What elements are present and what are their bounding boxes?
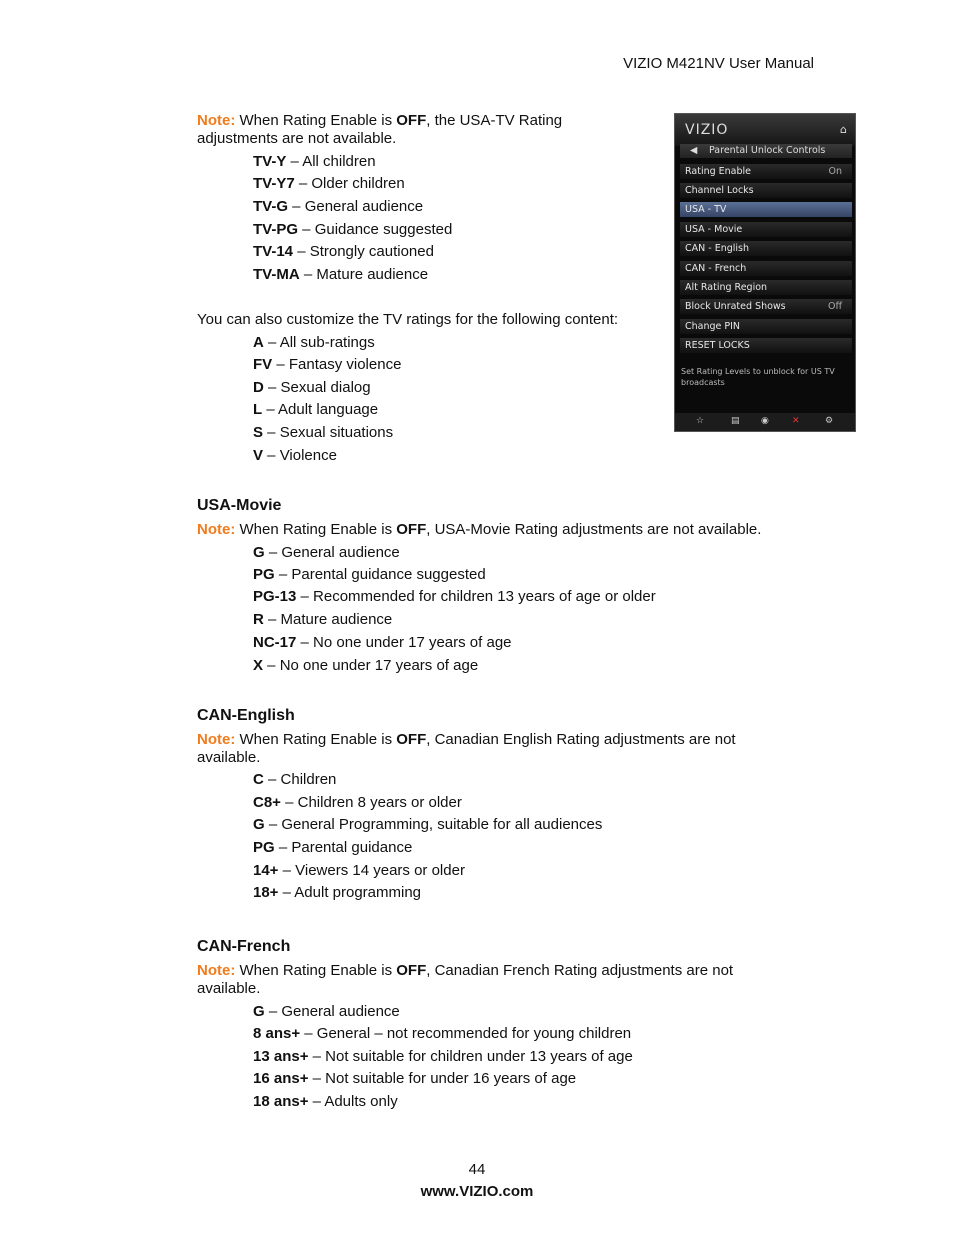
menu-item-label: Rating Enable <box>685 166 752 177</box>
rating-desc: – Guidance suggested <box>298 221 453 238</box>
note-text: , the USA-TV Rating <box>426 112 563 129</box>
tv-menu-item <box>680 299 852 314</box>
rating-desc: – General Programming, suitable for all audiences <box>264 816 603 833</box>
note-off: OFF <box>396 521 427 538</box>
content-code: FV <box>253 356 273 373</box>
rating-item <box>253 1048 633 1066</box>
tv-menu-item <box>680 319 852 334</box>
menu-item-label: RESET LOCKS <box>685 340 750 351</box>
exit-icon: ✕ <box>792 416 800 426</box>
content-item <box>253 356 401 374</box>
rating-code: NC-17 <box>253 634 297 651</box>
rating-code: TV-G <box>253 198 289 215</box>
menu-item-label: USA - TV <box>685 204 727 215</box>
menu-item-label: Channel Locks <box>685 185 754 196</box>
note-label: Note: <box>197 521 236 538</box>
content-item <box>253 424 393 442</box>
rating-code: 16 ans+ <box>253 1070 309 1087</box>
note-text: , Canadian French Rating adjustments are not <box>426 962 734 979</box>
content-code: L <box>253 401 263 418</box>
rating-desc: – Adults only <box>308 1093 398 1110</box>
rating-item <box>253 175 405 193</box>
rating-code: G <box>253 816 265 833</box>
rating-item <box>253 221 452 239</box>
rating-desc: – No one under 17 years of age <box>263 657 479 674</box>
rating-item <box>253 544 400 562</box>
tv-menu-button-bar <box>675 413 855 431</box>
rating-item <box>253 1093 398 1111</box>
rating-code: C8+ <box>253 794 281 811</box>
tv-menu-help: Set Rating Levels to unblock for US TV broadcasts <box>681 367 835 387</box>
rating-desc: – All children <box>286 153 376 170</box>
content-desc: – Adult language <box>262 401 379 418</box>
note-text: available. <box>197 980 261 997</box>
content-item <box>253 447 337 465</box>
rating-item <box>253 243 434 261</box>
rating-desc: – No one under 17 years of age <box>296 634 512 651</box>
note-text: , Canadian English Rating adjustments are not <box>426 731 736 748</box>
canfrench-note <box>197 962 733 998</box>
rating-desc: – Recommended for children 13 years of age or older <box>296 588 656 605</box>
rating-code: G <box>253 544 265 561</box>
tv-menu-item-selected <box>680 202 852 217</box>
menu-item-label: Change PIN <box>685 321 741 332</box>
rating-desc: – General – not recommended for young children <box>300 1025 632 1042</box>
note-text: adjustments are not available. <box>197 130 397 147</box>
tv-menu-item <box>680 164 852 179</box>
note-text: When Rating Enable is <box>235 521 397 538</box>
rating-item <box>253 816 602 834</box>
content-code: D <box>253 379 264 396</box>
footer-url[interactable]: www.VIZIO.com <box>420 1183 534 1200</box>
rating-item <box>253 657 478 675</box>
rating-code: 18 ans+ <box>253 1093 309 1110</box>
content-desc: – Sexual situations <box>263 424 394 441</box>
rating-code: PG <box>253 566 275 583</box>
content-desc: – Fantasy violence <box>272 356 402 373</box>
rating-desc: – Parental guidance <box>274 839 413 856</box>
rating-desc: – Mature audience <box>263 611 393 628</box>
content-code: S <box>253 424 264 441</box>
rating-desc: – General audience <box>288 198 424 215</box>
rating-item <box>253 566 486 584</box>
menu-item-label: CAN - English <box>685 243 750 254</box>
tv-menu-item <box>680 280 852 295</box>
menu-item-value: On <box>828 166 842 177</box>
rating-desc: – Older children <box>294 175 405 192</box>
rating-desc: – Adult programming <box>278 884 422 901</box>
rating-code: TV-14 <box>253 243 294 260</box>
content-item <box>253 401 378 419</box>
rating-desc: – Not suitable for under 16 years of age <box>308 1070 577 1087</box>
vizio-logo: VIZIO <box>685 122 729 138</box>
rating-item <box>253 1070 576 1088</box>
custom-intro: You can also customize the TV ratings for the following content: <box>197 311 619 328</box>
tv-menu-item <box>680 222 852 237</box>
tv-menu-screenshot <box>674 113 856 432</box>
rating-desc: – Children 8 years or older <box>280 794 462 811</box>
rating-item <box>253 588 656 606</box>
rating-item <box>253 634 512 652</box>
rating-code: 13 ans+ <box>253 1048 309 1065</box>
content-item <box>253 334 375 352</box>
back-arrow-icon: ◀ <box>690 145 698 156</box>
rating-item <box>253 839 412 857</box>
rating-item <box>253 1025 631 1043</box>
note-text: When Rating Enable is <box>235 962 397 979</box>
section-title-can-french: CAN-French <box>197 938 291 955</box>
rating-code: TV-Y <box>253 153 287 170</box>
rating-desc: – General audience <box>264 544 400 561</box>
rating-desc: – General audience <box>264 1003 400 1020</box>
rating-desc: – Strongly cautioned <box>293 243 434 260</box>
rating-item <box>253 153 376 171</box>
tv-menu-item <box>680 261 852 276</box>
rating-item <box>253 198 423 216</box>
usatv-note <box>197 112 562 148</box>
rating-code: 18+ <box>253 884 279 901</box>
rating-code: 8 ans+ <box>253 1025 301 1042</box>
rating-code: TV-MA <box>253 266 300 283</box>
home-icon: ⌂ <box>840 123 847 136</box>
header-title: VIZIO M421NV User Manual <box>623 55 814 72</box>
rating-item <box>253 266 428 284</box>
section-title-can-english: CAN-English <box>197 707 295 724</box>
note-label: Note: <box>197 112 236 129</box>
note-text: When Rating Enable is <box>235 112 397 129</box>
v-button-icon: ◉ <box>761 416 769 426</box>
note-label: Note: <box>197 962 236 979</box>
canenglish-note <box>197 731 736 767</box>
rating-item <box>253 771 336 789</box>
page-number: 44 <box>468 1161 486 1178</box>
menu-item-label: Block Unrated Shows <box>685 301 786 312</box>
rating-code: R <box>253 611 264 628</box>
note-off: OFF <box>396 962 427 979</box>
rating-item <box>253 1003 400 1021</box>
gear-icon: ⚙ <box>825 416 834 426</box>
rating-desc: – Mature audience <box>299 266 429 283</box>
tv-menu-breadcrumb <box>680 144 852 158</box>
content-code: A <box>253 334 264 351</box>
note-text: When Rating Enable is <box>235 731 397 748</box>
rating-item <box>253 862 465 880</box>
note-label: Note: <box>197 731 236 748</box>
rating-code: C <box>253 771 264 788</box>
star-icon: ☆ <box>696 416 705 426</box>
menu-item-label: USA - Movie <box>685 224 743 235</box>
content-item <box>253 379 371 397</box>
tv-menu-item <box>680 338 852 353</box>
section-title-usa-movie: USA-Movie <box>197 497 282 514</box>
note-off: OFF <box>396 112 427 129</box>
rating-code: 14+ <box>253 862 279 879</box>
rating-item <box>253 611 392 629</box>
rating-item <box>253 794 462 812</box>
rating-desc: – Not suitable for children under 13 years of age <box>308 1048 633 1065</box>
note-text: available. <box>197 749 261 766</box>
menu-item-label: Alt Rating Region <box>685 282 768 293</box>
menu-item-label: CAN - French <box>685 263 747 274</box>
usamovie-note <box>197 521 761 539</box>
guide-icon: ▤ <box>731 416 740 426</box>
rating-desc: – Parental guidance suggested <box>274 566 486 583</box>
rating-code: TV-PG <box>253 221 299 238</box>
content-code: V <box>253 447 264 464</box>
note-off: OFF <box>396 731 427 748</box>
tv-menu-item <box>680 241 852 256</box>
rating-code: PG-13 <box>253 588 297 605</box>
rating-code: PG <box>253 839 275 856</box>
rating-code: G <box>253 1003 265 1020</box>
note-text: , USA-Movie Rating adjustments are not available. <box>426 521 762 538</box>
rating-desc: – Viewers 14 years or older <box>278 862 465 879</box>
content-desc: – Sexual dialog <box>263 379 371 396</box>
menu-item-value: Off <box>827 301 842 312</box>
rating-desc: – Children <box>263 771 337 788</box>
tv-menu-item <box>680 183 852 198</box>
content-desc: – Violence <box>263 447 337 464</box>
tv-menu-topbar <box>675 114 855 146</box>
breadcrumb-label: Parental Unlock Controls <box>709 145 826 156</box>
rating-item <box>253 884 421 902</box>
rating-code: X <box>253 657 264 674</box>
rating-code: TV-Y7 <box>253 175 295 192</box>
content-desc: – All sub-ratings <box>263 334 375 351</box>
